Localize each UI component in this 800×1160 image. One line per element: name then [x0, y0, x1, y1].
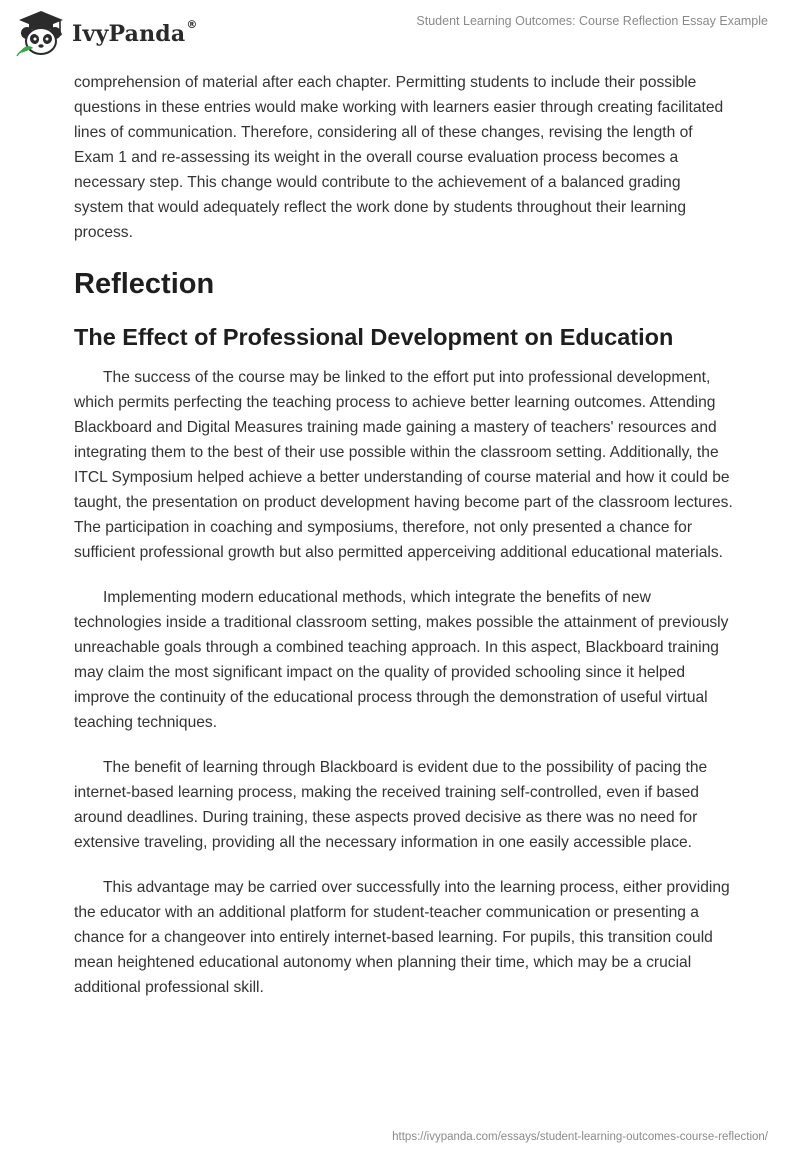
panda-graduate-icon — [14, 9, 68, 57]
subsection-heading: The Effect of Professional Development on Education — [74, 324, 674, 350]
intro-paragraph: comprehension of material after each chapter. Permitting students to include their possible questions in these entries would make working with learners easier through creating facilitated lines of communication. Therefore, considering all of these changes, revising the length of Exam 1 and re-assessing its weight in the overall course evaluation process becomes a necessary step. This change would contribute to the achievement of a balanced grading system that would adequately reflect the work done by students throughout their learning process. — [74, 74, 724, 241]
registered-mark: ® — [186, 18, 198, 31]
essay-body — [74, 70, 734, 1020]
brand-name: IvyPanda® — [72, 18, 198, 47]
source-url[interactable]: https://ivypanda.com/essays/student-learning-outcomes-course-reflection/ — [392, 1131, 768, 1143]
body-paragraph-3: The benefit of learning through Blackboard is evident due to the possibility of pacing the internet-based learning process, making the received training self-controlled, even if based around deadlines. During training, these aspects proved decisive as there was no need for extensive traveling, providing all the necessary information in one easily accessible place. — [74, 759, 708, 851]
section-heading: Reflection — [74, 268, 215, 300]
body-paragraph-1: The success of the course may be linked to the effort put into professional development, which permits perfecting the teaching process to achieve better learning outcomes. Attending Blackboard and Digital Measures training made gaining a mastery of teachers' resources and integrating them to the best of their use possible within the classroom setting. Additionally, the ITCL Symposium helped achieve a better understanding of course material and how it could be taught, the presentation on product development having become part of the classroom lectures. The participation in coaching and symposiums, therefore, not only presented a chance for sufficient professional growth but also permitted apperceiving additional educational materials. — [74, 369, 733, 561]
document-title: Student Learning Outcomes: Course Reflection Essay Example — [416, 14, 768, 28]
body-paragraph-2: Implementing modern educational methods, which integrate the benefits of new technologies inside a traditional classroom setting, makes possible the attainment of previously unreachable goals through a combined teaching approach. In this aspect, Blackboard training may claim the most significant impact on the quality of provided schooling since it helped improve the continuity of the educational process through the demonstration of useful virtual teaching techniques. — [74, 589, 729, 731]
brand-logo[interactable] — [14, 8, 198, 58]
page-header — [0, 0, 800, 60]
body-paragraph-4: This advantage may be carried over successfully into the learning process, either providing the educator with an additional platform for student-teacher communication or presenting a chance for a changeover into entirely internet-based learning. For pupils, this transition could mean heightened educational autonomy when planning their time, which may be a crucial additional professional skill. — [74, 879, 730, 996]
